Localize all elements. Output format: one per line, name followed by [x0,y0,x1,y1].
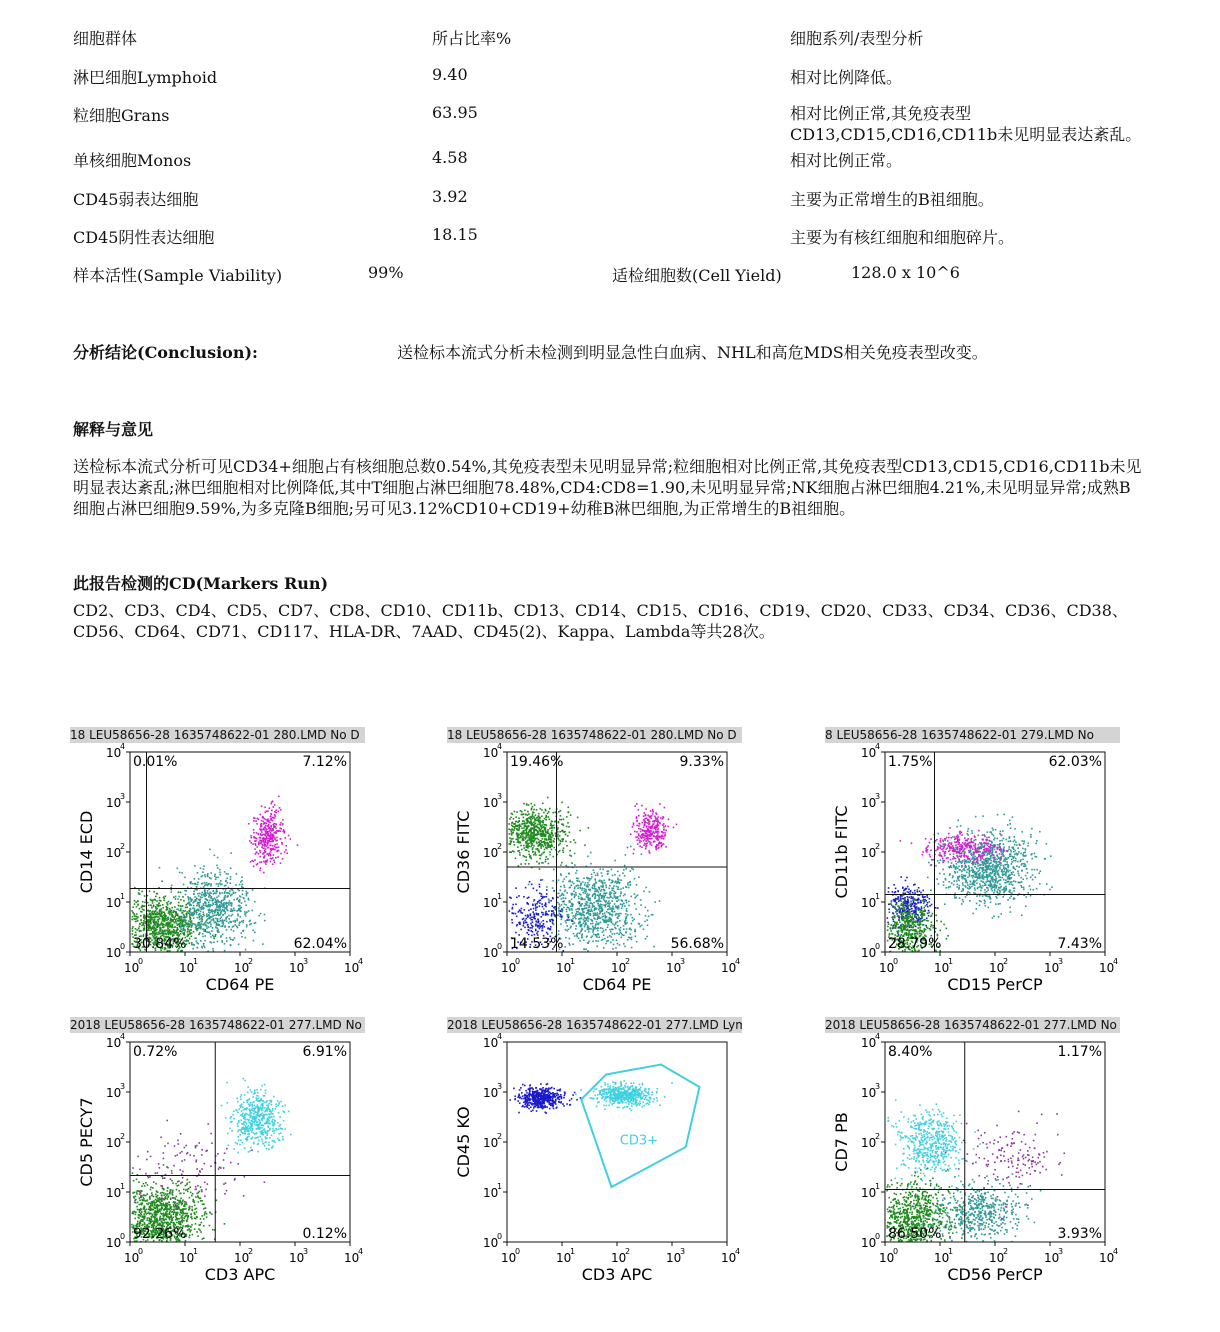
x-tick-label: 10 [344,961,360,975]
table-cell: 63.95 [432,103,478,122]
x-tick-label: 10 [289,1251,305,1265]
y-tick-label: 10 [861,796,877,810]
quadrant-bottom-left: 30.84% [133,936,187,952]
x-tick-label: 10 [1044,961,1060,975]
x-tick-label: 10 [179,1251,195,1265]
x-tick-label: 10 [556,1251,572,1265]
y-tick-label: 10 [106,1236,122,1250]
x-axis-label: CD64 PE [205,975,275,994]
y-tick-label: 10 [483,1236,499,1250]
cd3-gate-polygon [581,1065,699,1188]
x-tick-exponent: 4 [1113,1247,1119,1256]
plot-events [131,1078,292,1243]
y-tick-exponent: 4 [120,742,126,751]
cell-yield-label: 适检细胞数(Cell Yield) [612,266,782,285]
markers-text: CD2、CD3、CD4、CD5、CD7、CD8、CD10、CD11b、CD13、CD14、CD15、CD16、CD19、CD20、CD33、CD34、CD36、CD38、CD56、CD64、CD71、CD117、HLA-DR、7AAD、CD45(2)、Kappa、Lambda等共28次。 [73,601,1128,641]
plot-events [886,1099,1065,1242]
x-tick-label: 10 [934,961,950,975]
x-tick-label: 10 [934,1251,950,1265]
y-tick-label: 10 [106,1186,122,1200]
y-tick-exponent: 2 [875,1132,881,1141]
y-tick-exponent: 4 [120,1032,126,1041]
x-tick-label: 10 [989,961,1005,975]
quadrant-bottom-right: 0.12% [302,1226,347,1242]
y-tick-exponent: 3 [497,792,503,801]
quadrant-top-right: 7.12% [302,754,347,770]
x-axis-label: CD3 APC [204,1265,276,1284]
y-tick-exponent: 1 [875,1182,881,1191]
x-tick-exponent: 2 [625,957,631,966]
table-cell: 18.15 [432,225,478,244]
x-tick-exponent: 1 [948,957,954,966]
y-tick-exponent: 0 [120,942,126,951]
y-tick-exponent: 1 [497,892,503,901]
table-cell: 主要为正常增生的B祖细胞。 [790,190,994,209]
plot-events [508,797,677,952]
x-tick-label: 10 [879,1251,895,1265]
x-tick-exponent: 0 [138,957,144,966]
gate-label: CD3+ [619,1133,659,1149]
quadrant-bottom-left: 14.53% [510,936,564,952]
x-tick-exponent: 0 [893,957,899,966]
x-tick-label: 10 [124,961,140,975]
table-cell: 粒细胞Grans [73,106,170,125]
y-tick-exponent: 4 [497,742,503,751]
x-tick-exponent: 0 [893,1247,899,1256]
x-tick-exponent: 3 [303,957,309,966]
y-tick-label: 10 [106,896,122,910]
y-tick-exponent: 3 [120,792,126,801]
quadrant-top-right: 9.33% [679,754,724,770]
x-tick-label: 10 [989,1251,1005,1265]
x-tick-exponent: 4 [1113,957,1119,966]
x-tick-label: 10 [1099,1251,1115,1265]
x-axis-label: CD3 APC [581,1265,653,1284]
x-tick-label: 10 [611,1251,627,1265]
table-cell: 3.92 [432,187,468,206]
y-tick-exponent: 0 [875,1232,881,1241]
y-tick-exponent: 3 [497,1082,503,1091]
x-tick-label: 10 [179,961,195,975]
table-cell: 相对比例降低。 [790,68,903,87]
table-header-analysis: 细胞系列/表型分析 [790,29,924,48]
y-tick-label: 10 [483,746,499,760]
x-tick-exponent: 2 [1003,957,1009,966]
x-tick-exponent: 2 [248,1247,254,1256]
y-tick-label: 10 [483,896,499,910]
x-axis-label: CD64 PE [582,975,652,994]
plot-frame [130,1042,350,1242]
y-tick-label: 10 [483,1086,499,1100]
x-tick-exponent: 3 [1058,957,1064,966]
y-tick-exponent: 3 [875,792,881,801]
flow-plot-cd3-cd5 [70,1015,365,1290]
y-tick-label: 10 [106,946,122,960]
quadrant-bottom-right: 3.93% [1057,1226,1102,1242]
x-tick-exponent: 0 [515,1247,521,1256]
y-tick-label: 10 [861,896,877,910]
quadrant-top-left: 1.75% [888,754,933,770]
y-tick-exponent: 0 [497,942,503,951]
flow-plot-cd56-cd7 [825,1015,1120,1290]
table-cell: 淋巴细胞Lymphoid [73,68,218,87]
quadrant-bottom-left: 92.26% [133,1226,187,1242]
quadrant-bottom-right: 62.04% [293,936,347,952]
table-cell: 相对比例正常,其免疫表型CD13,CD15,CD16,CD11b未见明显表达紊乱。 [790,104,1142,144]
x-tick-exponent: 4 [735,1247,741,1256]
x-tick-exponent: 1 [948,1247,954,1256]
y-tick-label: 10 [106,846,122,860]
x-tick-label: 10 [721,1251,737,1265]
plot-header-text: 2018 LEU58656-28 1635748622-01 277.LMD No Det [825,1018,1120,1032]
y-tick-exponent: 2 [497,1132,503,1141]
y-tick-exponent: 2 [875,842,881,851]
plot-events [887,814,1053,953]
plot-header-text: 18 LEU58656-28 1635748622-01 280.LMD No D [70,728,360,742]
table-cell: 相对比例正常。 [790,151,903,170]
y-axis-label: CD14 ECD [77,810,96,894]
x-tick-exponent: 1 [193,1247,199,1256]
x-tick-exponent: 2 [625,1247,631,1256]
quadrant-top-right: 62.03% [1048,754,1102,770]
flow-plot-cd15-cd11b [825,725,1120,1000]
plot-header-text: 18 LEU58656-28 1635748622-01 280.LMD No D [447,728,737,742]
y-tick-label: 10 [861,746,877,760]
quadrant-bottom-right: 7.43% [1057,936,1102,952]
quadrant-top-left: 0.01% [133,754,178,770]
flow-plot-cd64-cd14 [70,725,365,1000]
x-tick-label: 10 [501,1251,517,1265]
y-tick-exponent: 1 [875,892,881,901]
table-cell: 9.40 [432,65,468,84]
y-tick-exponent: 2 [120,1132,126,1141]
y-tick-exponent: 4 [497,1032,503,1041]
y-tick-exponent: 1 [120,892,126,901]
viability-label: 样本活性(Sample Viability) [73,266,283,285]
y-tick-label: 10 [483,946,499,960]
markers-title: 此报告检测的CD(Markers Run) [73,574,329,593]
plot-events [509,1080,672,1114]
x-tick-label: 10 [124,1251,140,1265]
x-tick-exponent: 1 [570,957,576,966]
y-tick-exponent: 0 [875,942,881,951]
y-axis-label: CD5 PECY7 [77,1097,96,1187]
flow-plot-cd64-cd36 [447,725,742,1000]
y-tick-exponent: 0 [120,1232,126,1241]
plot-events [131,796,298,953]
x-tick-exponent: 4 [358,957,364,966]
plot-header-text: 2018 LEU58656-28 1635748622-01 277.LMD Lympho [447,1018,742,1032]
x-axis-label: CD15 PerCP [947,975,1043,994]
x-tick-label: 10 [1044,1251,1060,1265]
x-tick-exponent: 2 [248,957,254,966]
y-tick-exponent: 4 [875,742,881,751]
table-cell: 单核细胞Monos [73,151,192,170]
table-cell: CD45阴性表达细胞 [73,228,215,247]
cell-yield-value: 128.0 x 10^6 [851,263,960,282]
x-tick-label: 10 [289,961,305,975]
y-tick-label: 10 [106,746,122,760]
x-tick-exponent: 2 [1003,1247,1009,1256]
y-tick-label: 10 [861,1236,877,1250]
y-tick-label: 10 [106,1136,122,1150]
x-tick-label: 10 [666,1251,682,1265]
y-tick-label: 10 [861,946,877,960]
x-tick-exponent: 1 [193,957,199,966]
quadrant-top-left: 8.40% [888,1044,933,1060]
y-tick-label: 10 [483,846,499,860]
x-tick-exponent: 3 [680,957,686,966]
quadrant-top-left: 19.46% [510,754,564,770]
y-axis-label: CD7 PB [832,1112,851,1172]
x-tick-exponent: 3 [1058,1247,1064,1256]
x-tick-label: 10 [234,1251,250,1265]
y-axis-label: CD45 KO [454,1106,473,1178]
quadrant-top-right: 1.17% [1057,1044,1102,1060]
quadrant-top-right: 6.91% [302,1044,347,1060]
y-tick-exponent: 1 [497,1182,503,1191]
y-tick-label: 10 [861,1086,877,1100]
y-tick-label: 10 [483,1186,499,1200]
quadrant-top-left: 0.72% [133,1044,178,1060]
table-header-ratio: 所占比率% [432,29,512,48]
y-tick-label: 10 [861,1136,877,1150]
conclusion-label: 分析结论(Conclusion): [73,343,258,362]
y-tick-label: 10 [861,1036,877,1050]
interpretation-text: 送检标本流式分析可见CD34+细胞占有核细胞总数0.54%,其免疫表型未见明显异常;粒细胞相对比例正常,其免疫表型CD13,CD15,CD16,CD11b未见明显表达紊乱;淋巴细胞相对比例降低,其中T细胞占淋巴细胞78.48%,CD4:CD8=1.90,未见明显异常;NK细胞占淋巴细胞4.21%,未见明显异常;成熟B细胞占淋巴细胞9.59%,为多克隆B细胞;另可见3.12%CD10+CD19+幼稚B淋巴细胞,为正常增生的B祖细胞。 [73,457,1142,518]
x-tick-label: 10 [501,961,517,975]
y-tick-label: 10 [106,796,122,810]
quadrant-bottom-left: 28.79% [888,936,942,952]
table-header-population: 细胞群体 [73,29,138,48]
viability-value: 99% [368,263,404,282]
y-tick-exponent: 2 [497,842,503,851]
y-tick-label: 10 [483,1036,499,1050]
flow-plot-cd3-cd45 [447,1015,742,1290]
x-axis-label: CD56 PerCP [947,1265,1043,1284]
table-cell: 4.58 [432,148,468,167]
x-tick-exponent: 3 [303,1247,309,1256]
y-tick-exponent: 0 [497,1232,503,1241]
x-tick-label: 10 [234,961,250,975]
y-tick-label: 10 [861,846,877,860]
x-tick-exponent: 4 [735,957,741,966]
y-tick-label: 10 [106,1036,122,1050]
y-tick-label: 10 [483,1136,499,1150]
x-tick-label: 10 [721,961,737,975]
x-tick-label: 10 [344,1251,360,1265]
x-tick-exponent: 0 [138,1247,144,1256]
y-axis-label: CD11b FITC [832,805,851,899]
plot-header-text: 2018 LEU58656-28 1635748622-01 277.LMD No Det [70,1018,365,1032]
table-cell: CD45弱表达细胞 [73,190,199,209]
x-tick-exponent: 1 [570,1247,576,1256]
y-axis-label: CD36 FITC [454,810,473,894]
y-tick-exponent: 3 [875,1082,881,1091]
quadrant-bottom-left: 86.50% [888,1226,942,1242]
quadrant-bottom-right: 56.68% [670,936,724,952]
x-tick-label: 10 [879,961,895,975]
plot-header-text: 8 LEU58656-28 1635748622-01 279.LMD No [825,728,1094,742]
x-tick-exponent: 3 [680,1247,686,1256]
y-tick-label: 10 [483,796,499,810]
x-tick-label: 10 [666,961,682,975]
y-tick-label: 10 [106,1086,122,1100]
y-tick-exponent: 3 [120,1082,126,1091]
x-tick-label: 10 [1099,961,1115,975]
conclusion-text: 送检标本流式分析未检测到明显急性白血病、NHL和高危MDS相关免疫表型改变。 [397,343,988,362]
table-cell: 主要为有核红细胞和细胞碎片。 [790,228,1015,247]
x-tick-exponent: 4 [358,1247,364,1256]
y-tick-exponent: 4 [875,1032,881,1041]
x-tick-exponent: 0 [515,957,521,966]
y-tick-exponent: 2 [120,842,126,851]
x-tick-label: 10 [611,961,627,975]
y-tick-label: 10 [861,1186,877,1200]
interpretation-title: 解释与意见 [73,420,154,439]
x-tick-label: 10 [556,961,572,975]
y-tick-exponent: 1 [120,1182,126,1191]
